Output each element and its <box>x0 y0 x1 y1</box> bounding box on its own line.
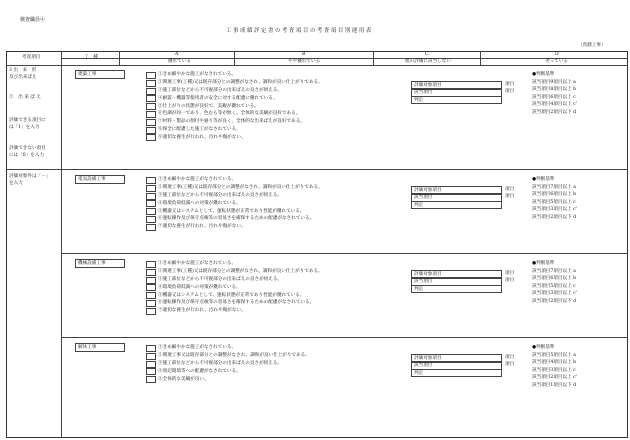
criteria-threshold: 該当項目2項目以下 d <box>532 214 577 220</box>
item-checkbox[interactable] <box>146 80 156 87</box>
unit-label: 項目 <box>505 194 515 200</box>
criteria-threshold: 該当項目4項目以上 c' <box>532 102 577 108</box>
form-number: 検査職員④ <box>20 17 46 23</box>
item-checkbox[interactable] <box>146 88 156 95</box>
criteria-item: ①きめ細やかな施工がなされている。 <box>158 177 237 183</box>
work-type-label: 機械設備工事 <box>78 260 106 266</box>
criteria-header: ●判断基準 <box>532 177 555 182</box>
criteria-item: ①きめ細やかな施工がなされている。 <box>158 72 237 78</box>
criteria-item: ⑦適切な養生が行われ、汚れや傷がない。 <box>158 224 246 230</box>
criteria-threshold: 該当項目6項目以上 c <box>532 94 576 100</box>
item-checkbox[interactable] <box>146 127 156 134</box>
criteria-threshold: 該当項目9項目以上 a <box>532 79 576 85</box>
note-input-one-b: は「1」を入力 <box>9 125 40 130</box>
criteria-threshold: 該当項目6項目以上 b <box>532 192 577 198</box>
criteria-item: ⑥色調が同一であり、色むら等が無く、全体的な美観が良好である。 <box>158 111 301 117</box>
judgement-cell-label: 判定 <box>414 97 424 103</box>
criteria-threshold: 該当項目3項目以上 c' <box>532 207 577 213</box>
criteria-item: ⑦適切な養生が行われ、汚れや傷がない。 <box>158 308 246 314</box>
criteria-item: ⑤機器又はシステムとして、運転状態が正常であり性能が優れている。 <box>158 292 305 298</box>
applicable-cell-label: 該当項目 <box>414 279 433 285</box>
eval-target-cell-label: 評価対象項目 <box>414 271 442 277</box>
item-checkbox[interactable] <box>146 292 156 299</box>
grade-a-desc: 優れている <box>168 58 191 64</box>
item-checkbox[interactable] <box>146 368 156 375</box>
item-checkbox[interactable] <box>146 185 156 192</box>
judgement-cell-label: 判定 <box>414 286 424 292</box>
item-checkbox[interactable] <box>146 216 156 223</box>
judgement-cell[interactable] <box>411 96 502 104</box>
work-category: （営繕工事） <box>578 43 606 48</box>
item-checkbox[interactable] <box>146 134 156 141</box>
applicable-cell-label: 該当項目 <box>414 195 433 201</box>
note-input-zero-b: には「0」を入力 <box>9 153 45 158</box>
criteria-item: ④耐震・機器等使用者の安全に対する配慮に優れている。 <box>158 95 278 101</box>
criteria-item: ⑧保全に配慮した施工がなされている。 <box>158 127 241 132</box>
work-type-label: 電気設備工事 <box>78 176 106 182</box>
item-checkbox[interactable] <box>146 193 156 200</box>
criteria-item: ⑤機器又はシステムとして、運転状態が正常であり性能が優れている。 <box>158 208 305 214</box>
criteria-threshold: 該当項目3項目以上 c' <box>532 291 577 297</box>
type-column-header: 工 種 <box>84 55 98 60</box>
criteria-threshold: 該当項目5項目以上 a <box>532 352 576 358</box>
work-type-label: 建築工事 <box>78 71 97 77</box>
criteria-item: ③施工部位などから不可視部分の出来ばえの良さが伺える。 <box>158 361 283 366</box>
item-checkbox[interactable] <box>146 308 156 315</box>
grade-c-desc: 他の評価に該当しない <box>405 58 451 64</box>
grade-c-letter: C <box>425 51 429 57</box>
criteria-item: ②関連工事又は既存部分との調整がなされ、調和が良い仕上がりである。 <box>158 353 310 359</box>
criteria-threshold: 該当項目2項目以下 d <box>532 109 577 115</box>
criteria-item: ⑦材料・製品の割付や通り等が良く、全体的な出来ばえが良好である。 <box>158 119 305 125</box>
item-checkbox[interactable] <box>146 361 156 368</box>
judgement-cell[interactable] <box>411 369 502 377</box>
criteria-item: ①きめ細やかな施工がなされている。 <box>158 345 237 351</box>
note-item-subtitle: 及び出来ばえ <box>9 75 37 80</box>
criteria-item: ②関連工事(工種)又は既存部分との調整がなされ、調和が良い仕上がりである。 <box>158 269 323 275</box>
applicable-cell-label: 該当項目 <box>414 90 433 96</box>
criteria-item: ④周辺環境等への配慮がなされている。 <box>158 368 241 374</box>
item-checkbox[interactable] <box>146 119 156 126</box>
item-checkbox[interactable] <box>146 200 156 207</box>
grade-d-letter: D <box>555 51 559 57</box>
item-checkbox[interactable] <box>146 224 156 231</box>
criteria-item: ③施工部位などから不可視部分の出来ばえの良さが伺える。 <box>158 88 283 93</box>
item-checkbox[interactable] <box>146 103 156 110</box>
unit-label: 項目 <box>505 186 515 192</box>
criteria-item: ⑨適切な養生が行われ、汚れや傷がない。 <box>158 134 246 140</box>
page-title: 工事成績評定書の考査項目の考査項目別運用表 <box>226 28 373 34</box>
criteria-threshold: 該当項目2項目以下 d <box>532 298 577 304</box>
judgement-cell[interactable] <box>411 285 502 293</box>
eval-target-cell-label: 評価対象項目 <box>414 355 442 361</box>
criteria-item: ③施工部位などから不可視部分の出来ばえの良さが伺える。 <box>158 277 283 282</box>
note-item-title: 3 出 来 形 <box>9 68 37 73</box>
unit-label: 項目 <box>505 81 515 87</box>
work-type-label: 解体工事 <box>78 344 97 350</box>
item-checkbox[interactable] <box>146 95 156 102</box>
note-input-dash: 評価対象外は「－」 <box>9 174 51 179</box>
eval-target-cell-label: 評価対象項目 <box>414 82 442 88</box>
judgement-cell[interactable] <box>411 201 502 209</box>
unit-label: 項目 <box>505 270 515 276</box>
unit-label: 項目 <box>505 354 515 360</box>
grade-b-desc: やや優れている <box>288 58 321 64</box>
item-checkbox[interactable] <box>146 300 156 307</box>
grade-a-letter: A <box>175 51 179 57</box>
item-checkbox[interactable] <box>146 208 156 215</box>
item-checkbox[interactable] <box>146 261 156 268</box>
criteria-item: ②関連工事(工種)又は既存部分との調整がなされ、調和が良い仕上がりである。 <box>158 185 323 191</box>
note-input-zero: 評価できない項目 <box>9 146 46 151</box>
item-checkbox[interactable] <box>146 269 156 276</box>
criteria-threshold: 該当項目5項目以上 c <box>532 199 576 205</box>
item-checkbox[interactable] <box>146 111 156 118</box>
judgement-cell-label: 判定 <box>414 202 424 208</box>
judgement-cell-label: 判定 <box>414 370 424 376</box>
unit-label: 項目 <box>505 89 515 95</box>
criteria-threshold: 該当項目1項目以下 d <box>532 382 577 388</box>
criteria-item: ⑥運転操作及び保守点検等の容易さを確保するための配慮がなされている。 <box>158 216 315 222</box>
note-input-dash-b: を入力 <box>9 181 23 186</box>
item-checkbox[interactable] <box>146 277 156 284</box>
unit-label: 項目 <box>505 278 515 284</box>
note-input-one: 評価できる項目に <box>9 118 46 123</box>
criteria-item: ⑤全体的な美観が良い。 <box>158 376 209 382</box>
grade-d-desc: 劣っている <box>545 58 568 64</box>
item-checkbox[interactable] <box>146 353 156 360</box>
grade-b-letter: B <box>302 51 306 57</box>
criteria-header: ●判断基準 <box>532 345 555 350</box>
item-checkbox[interactable] <box>146 376 156 383</box>
item-checkbox[interactable] <box>146 345 156 352</box>
item-checkbox[interactable] <box>146 284 156 291</box>
criteria-item: ⑤仕上がりの状態が良好で、美観が優れている。 <box>158 103 259 109</box>
criteria-item: ④環境負荷低減への対策が優れている。 <box>158 200 241 206</box>
criteria-item: ③施工部位などから不可視部分の出来ばえの良さが伺える。 <box>158 193 283 198</box>
item-checkbox[interactable] <box>146 72 156 79</box>
criteria-threshold: 該当項目3項目以上 c <box>532 367 576 373</box>
criteria-header: ●判断基準 <box>532 261 555 266</box>
applicable-cell-label: 該当項目 <box>414 363 433 369</box>
criteria-item: ④環境負荷低減への対策が優れている。 <box>158 284 241 290</box>
item-column-header: 考査項目 <box>22 55 41 60</box>
eval-target-cell-label: 評価対象項目 <box>414 187 442 193</box>
item-checkbox[interactable] <box>146 177 156 184</box>
criteria-item: ②関連工事(工種)又は既存部分との調整がなされ、調和が良い仕上がりである。 <box>158 80 323 86</box>
criteria-header: ●判断基準 <box>532 72 555 77</box>
unit-label: 項目 <box>505 362 515 368</box>
criteria-threshold: 該当項目6項目以上 b <box>532 276 577 282</box>
criteria-item: ⑥運転操作及び保守点検等の容易さを確保するための配慮がなされている。 <box>158 300 315 306</box>
criteria-threshold: 該当項目7項目以上 a <box>532 184 576 190</box>
criteria-threshold: 該当項目7項目以上 a <box>532 268 576 274</box>
note-sub-item: ② 出 来 ば え <box>9 95 41 100</box>
criteria-threshold: 該当項目2項目以上 c' <box>532 375 577 381</box>
criteria-threshold: 該当項目5項目以上 c <box>532 283 576 289</box>
criteria-item: ①きめ細やかな施工がなされている。 <box>158 261 237 267</box>
criteria-threshold: 該当項目8項目以上 b <box>532 87 577 93</box>
criteria-threshold: 該当項目4項目以上 b <box>532 360 577 366</box>
